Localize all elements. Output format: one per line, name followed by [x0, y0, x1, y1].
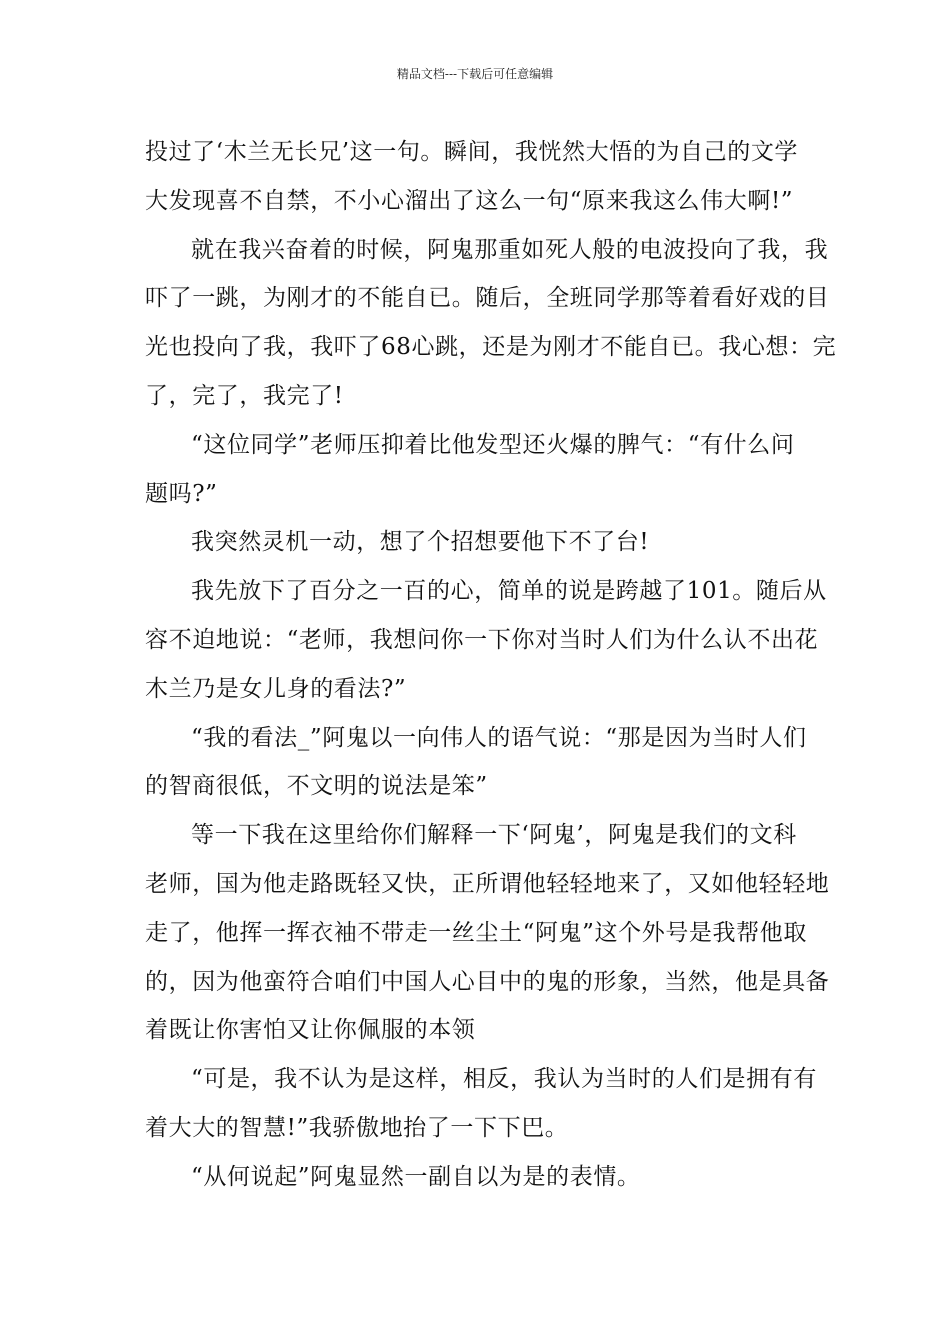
text-line: “从何说起”阿鬼显然一副自以为是的表情。 — [191, 1163, 641, 1190]
text-line: 我突然灵机一动，想了个招想要他下不了台! — [191, 529, 650, 556]
text-line: 就在我兴奋着的时候，阿鬼那重如死人般的电波投向了我，我 — [191, 236, 829, 263]
page-header: 精品文档---下载后可任意编辑 — [396, 67, 554, 81]
text-line: “这位同学”老师压抑着比他发型还火爆的脾气：“有什么问 — [191, 431, 795, 458]
text-line: 了，完了，我完了! — [145, 382, 344, 409]
text-line: 大发现喜不自禁，不小心溜出了这么一句“原来我这么伟大啊!” — [145, 187, 794, 214]
body-text — [145, 128, 837, 1202]
text-line: 吓了一跳，为刚才的不能自已。随后，全班同学那等着看好戏的目 — [145, 285, 830, 312]
text-line: 我先放下了百分之一百的心，简单的说是跨越了101。随后从 — [191, 578, 827, 605]
text-line: “可是，我不认为是这样，相反，我认为当时的人们是拥有有 — [191, 1066, 817, 1093]
text-line: 走了，他挥一挥衣袖不带走一丝尘土“阿鬼”这个外号是我帮他取 — [145, 919, 807, 946]
text-line: “我的看法_”阿鬼以一向伟人的语气说：“那是因为当时人们 — [191, 724, 807, 751]
text-line: 的，因为他蛮符合咱们中国人心目中的鬼的形象，当然，他是具备 — [145, 968, 830, 995]
text-line: 老师，国为他走路既轻又快，正所谓他轻轻地来了，又如他轻轻地 — [145, 870, 830, 897]
text-line: 木兰乃是女儿身的看法?” — [145, 675, 407, 702]
text-line: 光也投向了我，我吓了68心跳，还是为刚才不能自已。我心想：完 — [145, 334, 837, 361]
text-line: 容不迫地说：“老师，我想问你一下你对当时人们为什么认不出花 — [145, 626, 819, 653]
text-line: 等一下我在这里给你们解释一下‘阿鬼’，阿鬼是我们的文科 — [191, 822, 797, 849]
text-line: 题吗?” — [145, 480, 218, 507]
text-line: 的智商很低，不文明的说法是笨” — [145, 773, 488, 800]
text-line: 着既让你害怕又让你佩服的本领 — [145, 1017, 476, 1044]
text-line: 投过了‘木兰无长兄’这一句。瞬间，我恍然大悟的为自己的文学 — [145, 139, 799, 165]
text-line: 着大大的智慧!”我骄傲地抬了一下下巴。 — [145, 1114, 569, 1141]
